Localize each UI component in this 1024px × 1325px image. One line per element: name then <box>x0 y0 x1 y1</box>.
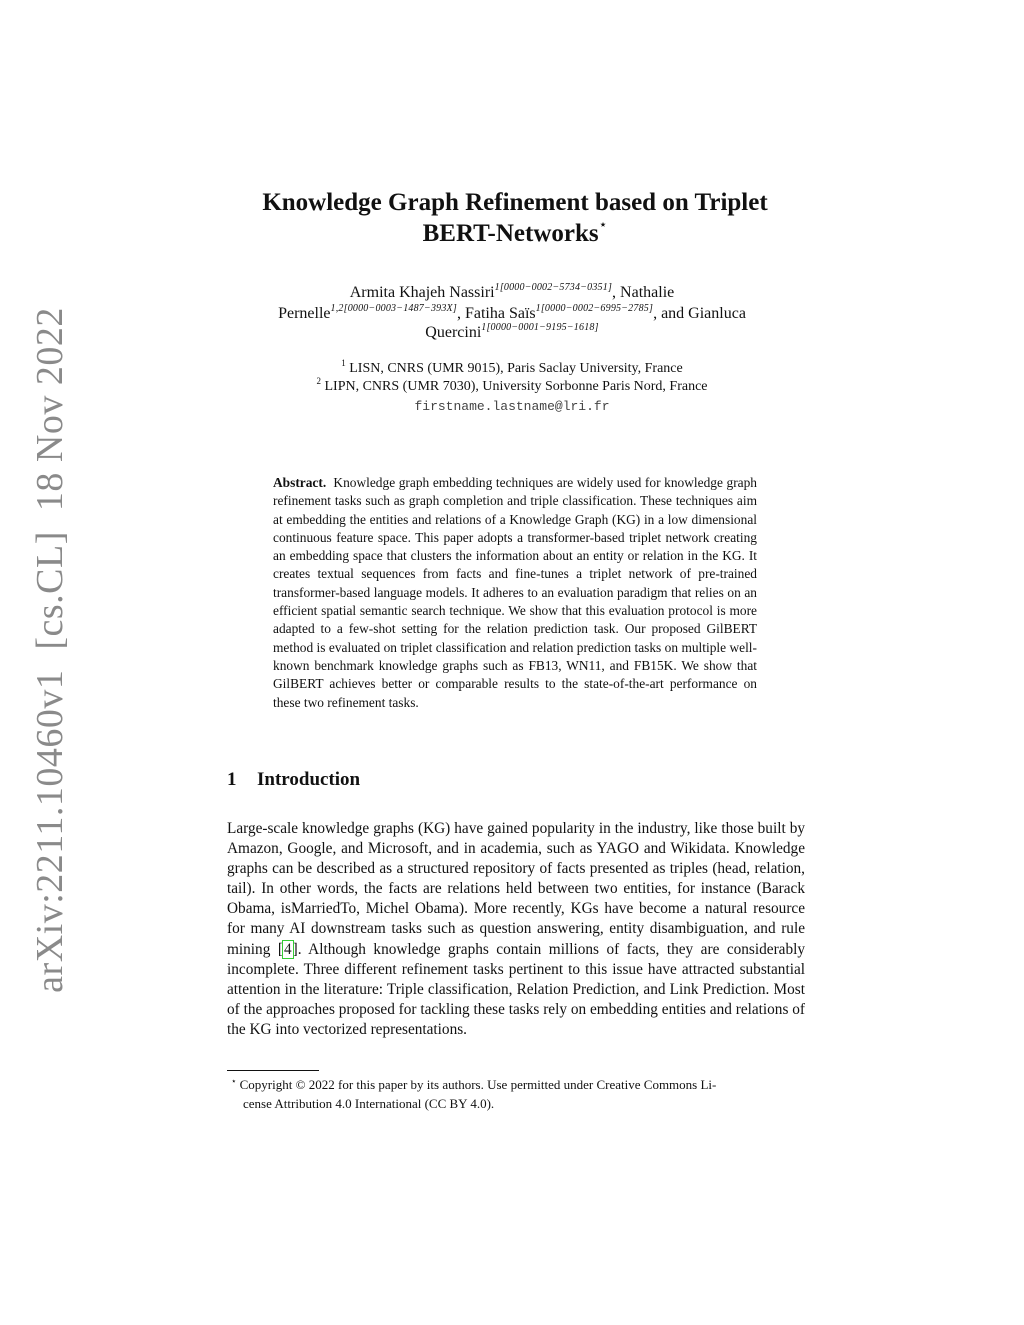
title-line-1: Knowledge Graph Refinement based on Triplet <box>262 189 768 216</box>
section-heading <box>227 769 360 791</box>
title-line-2 <box>240 218 790 249</box>
author-4-orcid[interactable]: [0000−0001−9195−1618] <box>486 322 599 333</box>
section-title: Introduction <box>257 769 361 790</box>
author-4-sup: 1 <box>481 322 487 333</box>
author-4-name: Quercini <box>425 324 482 341</box>
intro-text-1: Large-scale knowledge graphs (KG) have gained popularity in the industry, like those built by Amazon, Google, and Microsoft, and in academia, such as YAGO and Wikidata. Knowledge graphs can be described as a structured repository of facts presented as triples (head, relation, tail). In other words, the facts are relations held between two entities, for instance (Barack Obama, isMarriedTo, Michel Obama). More recently, KGs have become a natural resource for many AI downstream tasks such as question answering, entity disambiguation, and rule mining [ <box>227 820 805 958</box>
contact-email[interactable]: firstname.lastname@lri.fr <box>414 399 610 414</box>
footnote-star: ⋆ <box>231 1076 237 1086</box>
author-line-3 <box>0 324 1024 342</box>
author-2-name-part1: Nathalie <box>620 284 675 301</box>
abstract <box>273 474 757 712</box>
footnote <box>231 1076 805 1113</box>
paper-title <box>240 187 790 249</box>
author-2-name-part2: Pernelle <box>278 305 331 322</box>
citation-link[interactable]: 4 <box>283 940 292 958</box>
author-2-sup: 1,2 <box>330 303 344 314</box>
section-number: 1 <box>227 769 237 790</box>
affiliation-2 <box>0 376 1024 395</box>
footnote-divider <box>227 1070 319 1071</box>
affiliation-1-text: LISN, CNRS (UMR 9015), Paris Saclay University, France <box>349 361 683 376</box>
affiliation-1 <box>0 358 1024 377</box>
footnote-line-2: cense Attribution 4.0 International (CC BY 4.0). <box>243 1095 495 1111</box>
arxiv-date: 18 Nov 2022 <box>29 307 71 512</box>
abstract-text: Knowledge graph embedding techniques are widely used for knowledge graph refinement tasks such as graph completion and triple classification. These techniques aim at embedding the entities and relations of a Knowledge Graph (KG) in a low dimensional continuous feature space. This paper adopts a transformer-based triplet network creating an embedding space that clusters the information about an entity or relation in the KG. It creates textual sequences from facts and fine-tunes a triplet network of pre-trained transformer-based language models. It adheres to an evaluation paradigm that relies on an efficient spatial semantic search technique. We show that this evaluation protocol is more adapted to a few-shot setting for the relation prediction task. Our proposed GilBERT method is evaluated on triplet classification and relation prediction tasks on multiple well-known benchmark knowledge graphs such as FB13, WN11, and FB15K. We show that GilBERT achieves better or comparable results to the state-of-the-art performance on these two refinement tasks. <box>273 475 757 710</box>
author-1-orcid[interactable]: [0000−0002−5734−0351] <box>499 282 613 293</box>
abstract-label: Abstract. <box>273 475 327 490</box>
affiliation-2-sup: 2 <box>316 376 321 386</box>
footnote-line-1 <box>231 1076 805 1095</box>
affiliation-2-text: LIPN, CNRS (UMR 7030), University Sorbonne Paris Nord, France <box>324 379 708 394</box>
intro-paragraph <box>227 819 805 1040</box>
author-1-name: Armita Khajeh Nassiri <box>349 284 495 301</box>
arxiv-id[interactable]: arXiv:2211.10460v1 <box>29 669 71 993</box>
author-2-orcid[interactable]: [0000−0003−1487−393X] <box>343 303 457 314</box>
author-3-sup: 1 <box>535 303 541 314</box>
author-4-and: and Gianluca <box>661 305 746 322</box>
footnote-line-1-text: Copyright © 2022 for this paper by its authors. Use permitted under Creative Commons Li- <box>239 1077 717 1092</box>
author-1-sup: 1 <box>494 282 500 293</box>
author-line-1: Armita Khajeh Nassiri$^{1[0000-0002-5734-0351]}$, Nathalie <box>349 282 675 301</box>
title-line-2-text: BERT-Networks <box>422 220 599 247</box>
arxiv-category: [cs.CL] <box>29 531 71 650</box>
affiliation-1-sup: 1 <box>341 358 346 368</box>
title-footnote-mark[interactable]: ⋆ <box>598 218 608 233</box>
intro-text-2: ]. Although knowledge graphs contain millions of facts, they are considerably incomplete. Three different refinement tasks pertinent to this issue have attracted substantial attention in the literature: Triple classification, Relation Prediction, and Link Prediction. Most of the approaches proposed for tackling these tasks rely on embedding entities and relations of the KG into vectorized representations. <box>227 940 805 1038</box>
author-3-orcid[interactable]: [0000−0002−6995−2785] <box>540 303 654 314</box>
author-3-name: Fatiha Saïs <box>464 305 536 322</box>
author-line-2: Pernelle$^{1,2[0000-0003-1487-393X]}$, Fatiha Saïs$^{1[0000-0002-6995-2785]}$, and Gianluca <box>278 303 746 322</box>
